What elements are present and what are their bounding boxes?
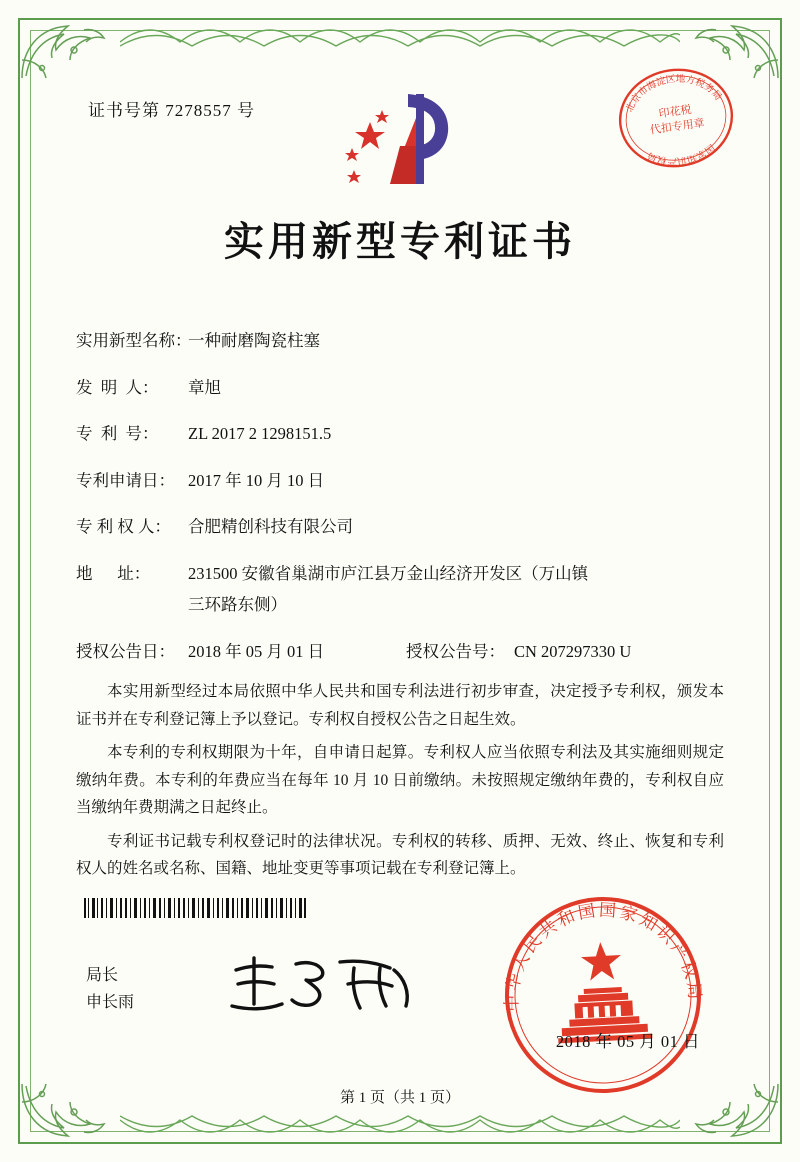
legal-paragraph-3: 专利证书记载专利权登记时的法律状况。专利权的转移、质押、无效、终止、恢复和专利权人的姓名或名称、国籍、地址变更等事项记载在专利登记簿上。 <box>76 832 724 878</box>
grant-date-group <box>76 639 406 665</box>
field-value <box>188 561 726 618</box>
field-value: 一种耐磨陶瓷柱塞 <box>188 331 320 350</box>
certificate-number: 证书号第 7278557 号 <box>88 101 255 120</box>
legal-paragraph-2: 本专利的专利权期限为十年，自申请日起算。专利权人应当依照专利法及其实施细则规定缴纳年费。本专利的年费应当在每年 10 月 10 日前缴纳。未按照规定缴纳年费的，专利权自应当缴纳年费期满之日起终止。 <box>76 744 724 817</box>
barcode <box>84 898 306 918</box>
field-row-patent-number <box>76 421 726 447</box>
director-block <box>86 962 134 1016</box>
address-line-1: 231500 安徽省巢湖市庐江县万金山经济开发区（万山镇 <box>188 563 589 583</box>
field-label: 发 明 人： <box>76 377 159 397</box>
legal-paragraph-1: 本实用新型经过本局依照中华人民共和国专利法进行初步审查，决定授予专利权，颁发本证书并在专利登记簿上予以登记。专利权自授权公告之日起生效。 <box>76 683 724 728</box>
grant-number-group <box>406 639 631 665</box>
top-edge-ornament <box>120 22 680 48</box>
field-label: 实用新型名称： <box>76 331 192 350</box>
field-label: 授权公告号： <box>406 641 505 661</box>
field-value: CN 207297330 U <box>514 641 632 661</box>
field-label: 专 利 权 人： <box>76 517 171 537</box>
certificate-fields <box>76 328 726 679</box>
stamp-duty-seal <box>614 62 738 174</box>
corner-ornament-top-left <box>20 20 110 80</box>
field-row-address <box>76 561 726 618</box>
director-label: 局长 <box>86 967 119 984</box>
svg-text:代扣专用章: 代扣专用章 <box>649 116 706 137</box>
legal-text-block <box>76 678 724 889</box>
field-row-application-date <box>76 468 726 494</box>
field-value: ZL 2017 2 1298151.5 <box>188 424 332 444</box>
page-number: 第 1 页（共 1 页） <box>339 1090 460 1106</box>
field-row-patentee <box>76 514 726 540</box>
field-value: 2018 年 05 月 01 日 <box>188 641 325 661</box>
field-value: 2017 年 10 月 10 日 <box>188 470 325 490</box>
svg-text:北京市海淀区地方税务局: 北京市海淀区地方税务局 <box>624 73 724 114</box>
field-value: 章旭 <box>188 377 221 397</box>
svg-text:中华人民共和国国家知识产权局: 中华人民共和国国家知识产权局 <box>502 900 705 1012</box>
seal-date: 2018 年 05 月 01 日 <box>555 1032 700 1051</box>
field-value: 合肥精创科技有限公司 <box>188 517 353 537</box>
svg-text:印花税: 印花税 <box>657 102 693 121</box>
field-label: 专利申请日： <box>76 470 175 490</box>
national-seal <box>498 890 708 1100</box>
field-row-grant-info <box>76 639 726 665</box>
director-name: 申长雨 <box>86 994 135 1012</box>
svg-text:国家知识产权局: 国家知识产权局 <box>646 141 717 167</box>
field-label: 地 址： <box>76 563 151 583</box>
bottom-edge-ornament <box>120 1114 680 1140</box>
cnipa-logo-icon <box>330 88 470 188</box>
director-signature <box>222 948 422 1020</box>
field-row-inventor <box>76 375 726 401</box>
field-row-utility-model-name <box>76 328 726 354</box>
address-line-2: 三环路东侧） <box>188 595 287 615</box>
field-label: 专 利 号： <box>76 424 159 444</box>
field-label: 授权公告日： <box>76 641 175 661</box>
page-title: 实用新型专利证书 <box>224 218 576 265</box>
